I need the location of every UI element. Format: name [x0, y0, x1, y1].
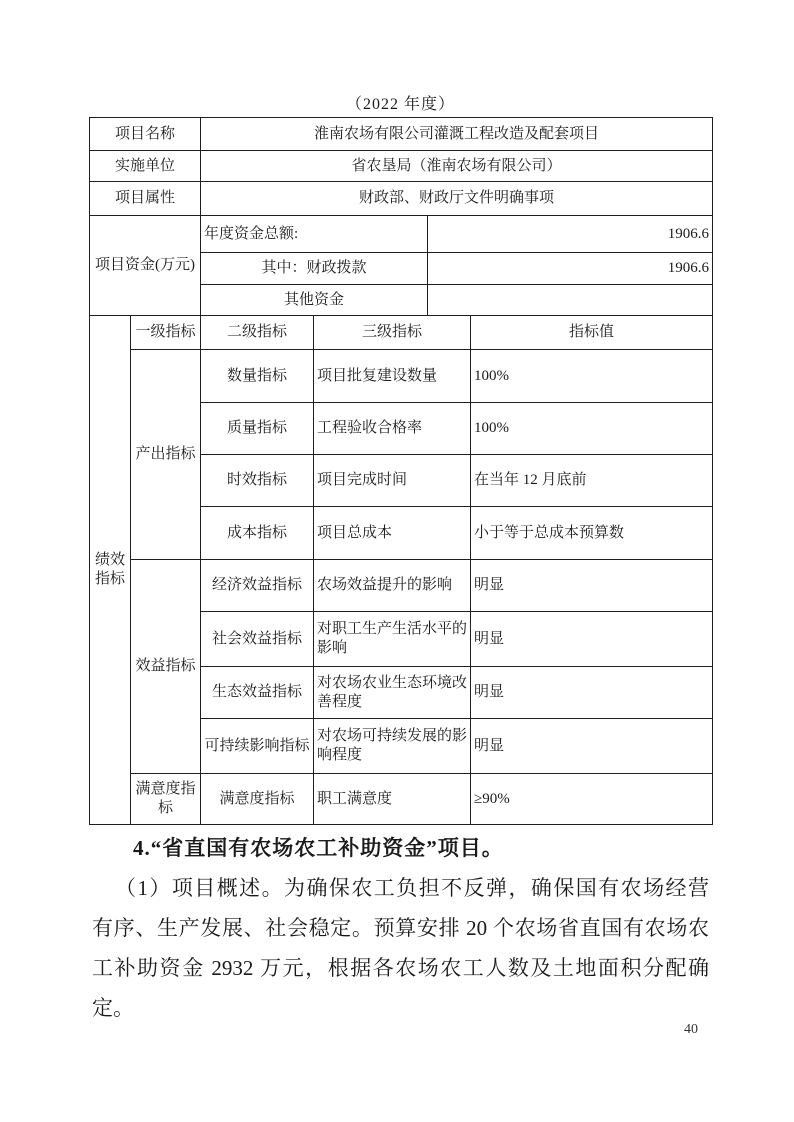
info-label-project-attribute: 项目属性 — [90, 182, 201, 216]
indicator-level2: 经济效益指标 — [201, 560, 314, 612]
table-row — [90, 350, 713, 403]
table-row — [90, 774, 713, 825]
page-title: （2022 年度） — [345, 96, 455, 113]
indicator-value: 明显 — [471, 612, 713, 667]
indicator-level2: 社会效益指标 — [201, 612, 314, 667]
info-value-implementing-unit: 省农垦局（淮南农场有限公司） — [201, 151, 713, 182]
indicator-level2: 质量指标 — [201, 403, 314, 455]
indicator-value: 小于等于总成本预算数 — [471, 507, 713, 560]
indicator-value: 在当年 12 月底前 — [471, 455, 713, 507]
indicator-level3: 工程验收合格率 — [314, 403, 471, 455]
header-level1: 一级指标 — [131, 316, 201, 350]
table-row — [90, 182, 713, 216]
fund-item-total: 年度资金总额: — [201, 216, 428, 253]
info-value-project-attribute: 财政部、财政厅文件明确事项 — [201, 182, 713, 216]
group-label-output: 产出指标 — [131, 350, 201, 560]
info-label-implementing-unit: 实施单位 — [90, 151, 201, 182]
indicator-level3: 对农场农业生态环境改善程度 — [314, 667, 471, 719]
indicator-value: ≥90% — [471, 774, 713, 825]
indicator-level2: 可持续影响指标 — [201, 719, 314, 774]
paragraph-line: 定。 — [92, 996, 134, 1020]
indicator-level3: 职工满意度 — [314, 774, 471, 825]
performance-indicators-side-label: 绩效指标 — [90, 316, 131, 825]
table-row — [90, 216, 713, 253]
indicator-value: 明显 — [471, 719, 713, 774]
paragraph-line: 有序、生产发展、社会稳定。预算安排 20 个农场省直国有农场农 — [92, 916, 709, 940]
indicator-level2: 生态效益指标 — [201, 667, 314, 719]
group-label-satisfaction: 满意度指标 — [131, 774, 201, 825]
fund-value-other — [428, 285, 713, 316]
indicator-value: 明显 — [471, 667, 713, 719]
table-row — [90, 118, 713, 151]
indicator-value: 明显 — [471, 560, 713, 612]
indicator-level3: 项目完成时间 — [314, 455, 471, 507]
section-paragraph — [92, 868, 709, 1028]
header-level2: 二级指标 — [201, 316, 314, 350]
indicator-level2: 时效指标 — [201, 455, 314, 507]
fund-value-fiscal: 1906.6 — [428, 253, 713, 285]
indicator-level2: 数量指标 — [201, 350, 314, 403]
group-label-benefit: 效益指标 — [131, 560, 201, 774]
indicator-level2: 成本指标 — [201, 507, 314, 560]
info-value-project-name: 淮南农场有限公司灌溉工程改造及配套项目 — [201, 118, 713, 151]
indicator-level3: 农场效益提升的影响 — [314, 560, 471, 612]
table-row — [90, 560, 713, 612]
indicator-level2: 满意度指标 — [201, 774, 314, 825]
funds-group-label: 项目资金(万元) — [90, 216, 201, 316]
fund-item-fiscal: 其中：财政拨款 — [201, 253, 428, 285]
indicator-level3: 项目批复建设数量 — [314, 350, 471, 403]
fund-value-total: 1906.6 — [428, 216, 713, 253]
indicator-level3: 项目总成本 — [314, 507, 471, 560]
indicator-level3: 对职工生产生活水平的影响 — [314, 612, 471, 667]
fund-item-other: 其他资金 — [201, 285, 428, 316]
header-value: 指标值 — [471, 316, 713, 350]
paragraph-line: 工补助资金 2932 万元，根据各农场农工人数及土地面积分配确 — [92, 956, 709, 980]
indicator-level3: 对农场可持续发展的影响程度 — [314, 719, 471, 774]
table-row — [90, 151, 713, 182]
header-level3: 三级指标 — [314, 316, 471, 350]
project-performance-table — [89, 117, 713, 825]
indicator-value: 100% — [471, 350, 713, 403]
info-label-project-name: 项目名称 — [90, 118, 201, 151]
indicator-value: 100% — [471, 403, 713, 455]
page-number: 40 — [684, 1022, 698, 1037]
section-heading: 4.“省直国有农场农工补助资金”项目。 — [133, 836, 504, 860]
paragraph-line: （1）项目概述。为确保农工负担不反弹，确保国有农场经营 — [115, 876, 709, 900]
table-row — [90, 316, 713, 350]
